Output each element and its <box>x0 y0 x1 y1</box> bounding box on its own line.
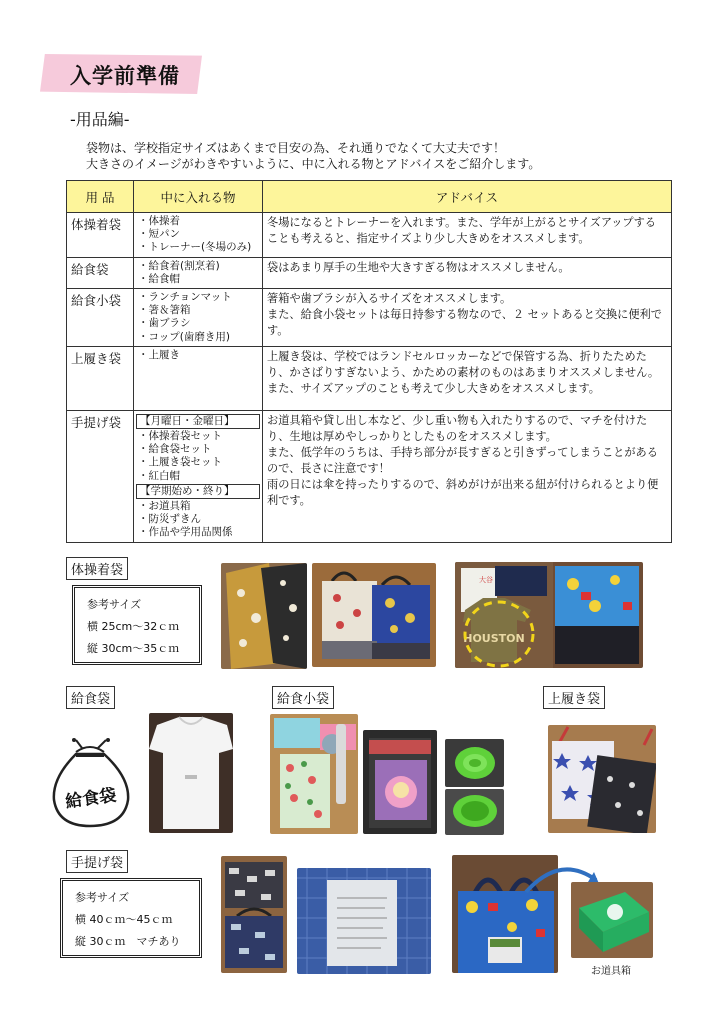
section-label-taisou: 体操着袋 <box>66 557 128 580</box>
row-category: 上履き袋 <box>67 346 134 410</box>
table-row <box>67 213 672 258</box>
size-height: 縦 30ｃｍ マチあり <box>75 935 181 948</box>
header-advice: アドバイス <box>263 181 672 213</box>
list-item: ・お道具箱 <box>138 500 191 513</box>
size-width: 横 40ｃｍ〜45ｃｍ <box>75 913 173 926</box>
photo-gym-bags-patterned <box>221 563 307 669</box>
row-items <box>134 213 263 258</box>
list-item: ・給食着(割烹着) <box>138 259 220 272</box>
page-title: 入学前準備 <box>70 64 180 88</box>
group-label: 【学期始め・終り】 <box>136 484 260 499</box>
photo-cup-open <box>445 789 504 835</box>
row-items <box>134 257 263 288</box>
header-contents: 中に入れる物 <box>134 181 263 213</box>
photo-gym-bags-pair <box>312 563 436 667</box>
photo-tote-quilted <box>297 868 431 974</box>
size-width: 横 25cm〜32ｃｍ <box>87 620 180 633</box>
list-item: ・紅白帽 <box>138 469 180 482</box>
size-height: 縦 30cm〜35ｃｍ <box>87 642 180 655</box>
photo-shoe-bags <box>548 725 656 833</box>
list-item: ・上履き <box>138 348 180 361</box>
list-item: ・防災ずきん <box>138 513 201 526</box>
size-box-taisou <box>72 585 202 665</box>
table-row <box>67 257 672 288</box>
table-row <box>67 346 672 410</box>
section-label-tesage: 手提げ袋 <box>66 850 128 873</box>
photo-toolbox <box>571 882 653 958</box>
toolbox-caption: お道具箱 <box>591 966 631 977</box>
row-advice: 袋はあまり厚手の生地や大きすぎる物はオススメしません。 <box>263 257 672 288</box>
size-title: 参考サイズ <box>87 598 142 611</box>
list-item: ・給食帽 <box>138 272 180 285</box>
row-advice: 箸箱や歯ブラシが入るサイズをオススメします。 また、給食小袋セットは毎日持参する物なので、２ セットあると交換に便利です。 <box>263 289 672 347</box>
supplies-table <box>66 180 672 543</box>
photo-cup-folded <box>445 739 504 787</box>
page-subtitle: -用品編- <box>70 110 130 129</box>
section-label-kyushoku-small: 給食小袋 <box>272 686 334 709</box>
photo-gym-contents <box>455 562 643 668</box>
list-item: ・箸＆箸箱 <box>138 304 191 317</box>
table-row <box>67 410 672 542</box>
list-item: ・給食袋セット <box>138 443 212 456</box>
row-advice: お道具箱や貸し出し本など、少し重い物も入れたりするので、マチを付けたり、生地は厚めやしっかりとしたものをオススメします。 また、低学年のうちは、手持ち部分が長すぎると引きずってしまうことがあるので、長さに注意です！ 雨の日には傘を持ったりするので、斜めがけが出来る紐が付けられるとより便利です。 <box>263 410 672 542</box>
section-label-kyushoku: 給食袋 <box>66 686 115 709</box>
row-advice: 冬場になるとトレーナーを入れます。また、学年が上がるとサイズアップすることも考えると、指定サイズより少し大きめをオススメします。 <box>263 213 672 258</box>
lunch-bag-illustration <box>46 738 136 830</box>
lunch-bag-label: 給食袋 <box>64 785 118 813</box>
list-item: ・コップ(歯磨き用) <box>138 330 230 343</box>
row-category: 手提げ袋 <box>67 410 134 542</box>
list-item: ・体操着袋セット <box>138 430 222 443</box>
tshirt-print: HOUSTON <box>463 632 525 645</box>
section-label-uwabaki: 上履き袋 <box>543 686 605 709</box>
row-items <box>134 410 263 542</box>
size-box-tesage <box>60 878 202 958</box>
photo-lunch-small-bag <box>270 714 358 834</box>
row-category: 給食袋 <box>67 257 134 288</box>
table-header-row <box>67 181 672 213</box>
row-items <box>134 289 263 347</box>
list-item: ・短パン <box>138 228 180 241</box>
intro-line-2: 大きさのイメージがわきやすいように、中に入れる物とアドバイスをご紹介します。 <box>86 157 541 171</box>
intro-text <box>86 140 540 172</box>
size-title: 参考サイズ <box>75 891 130 904</box>
photo-lunch-mat <box>363 730 437 834</box>
bag-tag-text: 大谷 <box>479 576 493 584</box>
row-category: 体操着袋 <box>67 213 134 258</box>
list-item: ・作品や学用品関係 <box>138 526 233 539</box>
table-row <box>67 289 672 347</box>
photo-tote-folded <box>221 856 287 973</box>
group-label: 【月曜日・金曜日】 <box>136 414 260 429</box>
list-item: ・トレーナー(冬場のみ) <box>138 241 252 254</box>
intro-line-1: 袋物は、学校指定サイズはあくまで目安の為、それ通りでなくて大丈夫です！ <box>86 141 506 155</box>
row-advice: 上履き袋は、学校ではランドセルロッカーなどで保管する為、折りたためたり、かさばりすぎないよう、かための素材のものはあまりオススメしません。また、サイズアップのことも考えて少し大きめをオススメします。 <box>263 346 672 410</box>
list-item: ・上履き袋セット <box>138 456 222 469</box>
header-item: 用 品 <box>67 181 134 213</box>
photo-lunch-apron <box>149 713 233 833</box>
row-items <box>134 346 263 410</box>
list-item: ・歯ブラシ <box>138 317 191 330</box>
list-item: ・ランチョンマット <box>138 291 232 304</box>
list-item: ・体操着 <box>138 215 180 227</box>
row-category: 給食小袋 <box>67 289 134 347</box>
